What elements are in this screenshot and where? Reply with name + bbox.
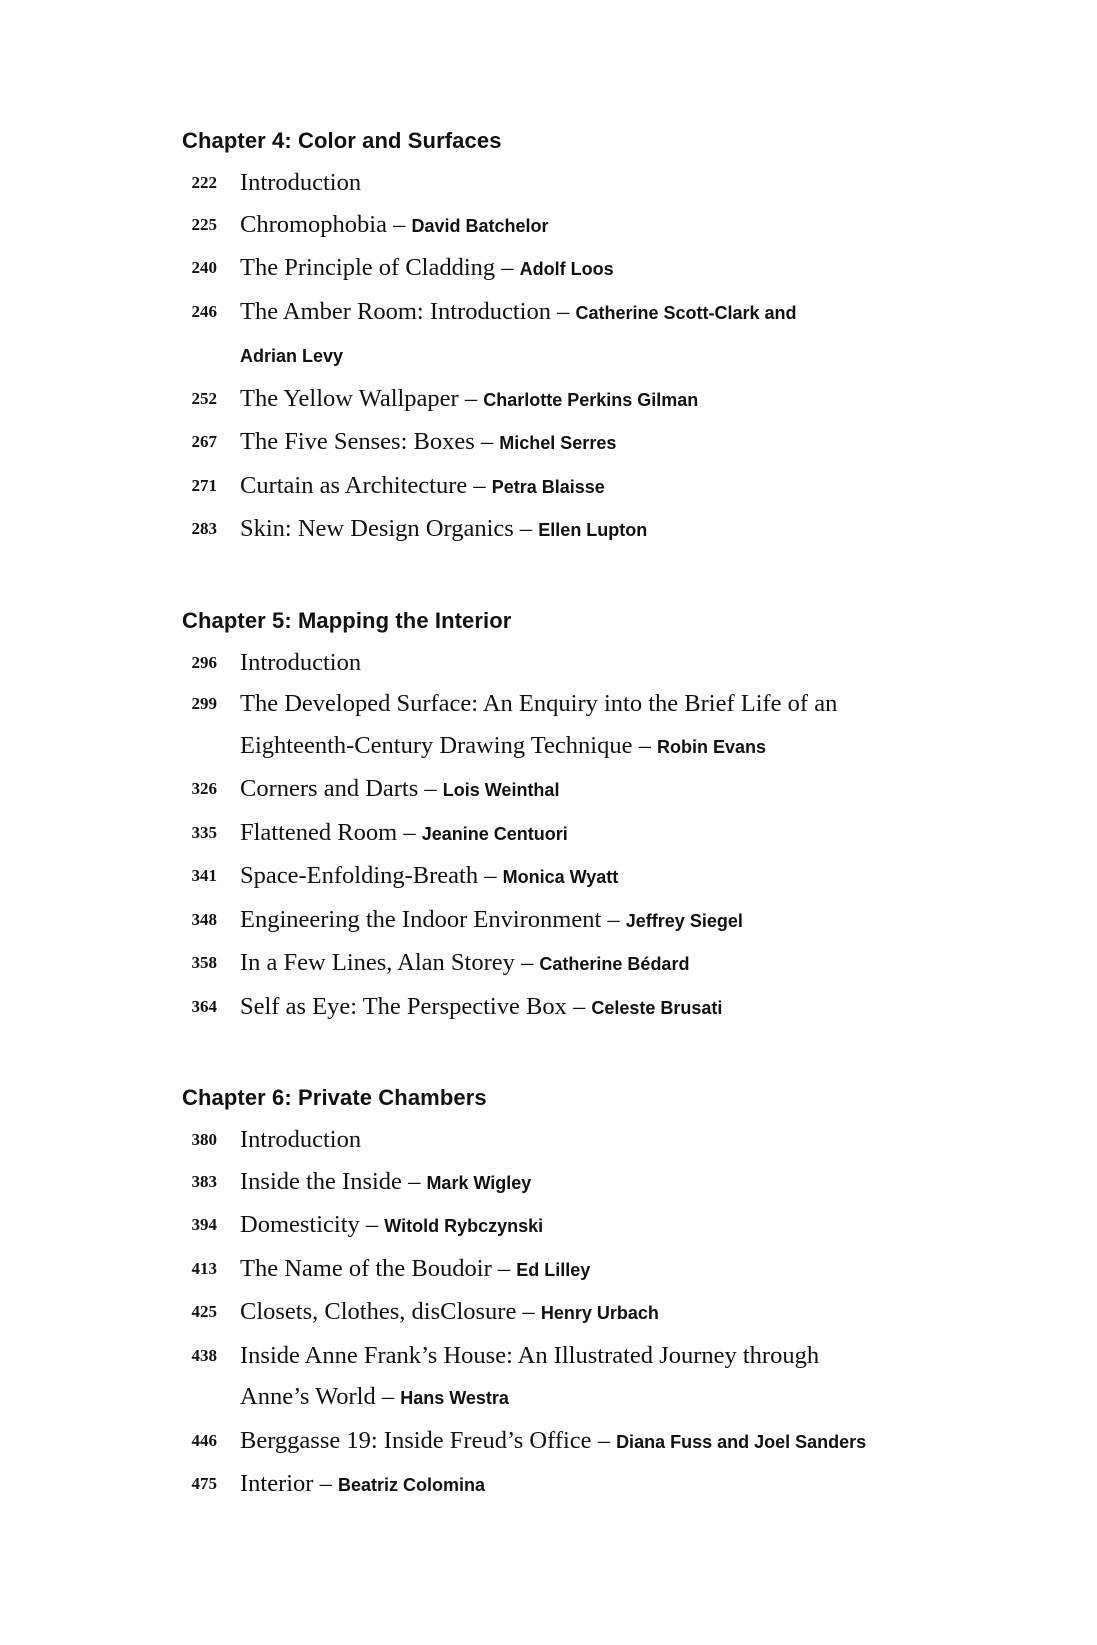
entry-separator: – xyxy=(397,818,422,846)
page-number: 246 xyxy=(191,301,217,321)
entry-text xyxy=(240,899,942,943)
entry-separator: – xyxy=(514,949,540,976)
toc-entry xyxy=(182,1248,942,1292)
entry-title: The Name of the Boudoir xyxy=(240,1254,492,1282)
entry-title: Flattened Room xyxy=(240,818,398,846)
page-number: 364 xyxy=(191,996,217,1016)
entry-title: The Principle of Cladding xyxy=(240,254,496,281)
page-number: 383 xyxy=(191,1171,217,1191)
page-number: 271 xyxy=(191,475,217,495)
entry-title: The Yellow Wallpaper xyxy=(240,384,459,412)
entry-separator: – xyxy=(458,384,484,412)
page-number: 348 xyxy=(191,909,217,929)
entry-separator: – xyxy=(474,428,500,455)
table-of-contents xyxy=(182,126,942,1507)
entry-author: Petra Blaisse xyxy=(491,476,605,497)
page-number: 335 xyxy=(191,822,217,842)
toc-entry xyxy=(182,378,942,422)
entry-author: Beatriz Colomina xyxy=(337,1475,485,1495)
entry-separator: – xyxy=(632,731,657,759)
page-number: 222 xyxy=(191,173,217,192)
entry-separator: – xyxy=(467,471,492,499)
entry-author: Diana Fuss and Joel Sanders xyxy=(616,1431,867,1452)
entry-author: Lois Weinthal xyxy=(442,780,560,800)
entry-separator: – xyxy=(513,515,539,542)
chapter-title: Chapter 6: Private Chambers xyxy=(182,1085,487,1110)
entry-text xyxy=(240,1463,942,1507)
entry-text xyxy=(240,465,942,509)
toc-entry xyxy=(182,1119,942,1161)
entry-separator: – xyxy=(566,992,592,1020)
page-number: 296 xyxy=(191,652,217,672)
page-number: 394 xyxy=(191,1215,217,1234)
entry-separator: – xyxy=(478,862,503,889)
page-number: 267 xyxy=(191,432,217,451)
entry-author: Jeffrey Siegel xyxy=(625,910,743,931)
entry-text xyxy=(240,683,850,768)
toc-entry xyxy=(182,465,942,509)
toc-entry xyxy=(182,642,942,684)
entry-text xyxy=(240,508,942,552)
entry-author: David Batchelor xyxy=(411,215,549,236)
entry-author: Witold Rybczynski xyxy=(384,1216,544,1236)
toc-entry xyxy=(182,1204,942,1248)
entry-text xyxy=(240,247,942,291)
page-number: 326 xyxy=(191,779,217,798)
entry-title: In a Few Lines, Alan Storey xyxy=(240,949,515,976)
entry-author: Celeste Brusati xyxy=(591,997,723,1018)
entry-title: Closets, Clothes, disClosure xyxy=(240,1298,517,1325)
entry-author: Catherine Scott-Clark and Adrian Levy xyxy=(240,302,797,366)
chapter-section xyxy=(182,606,942,1030)
entry-title: Chromophobia xyxy=(240,210,387,238)
entry-text xyxy=(240,812,942,856)
entry-separator: – xyxy=(375,1383,401,1410)
chapter-section xyxy=(182,126,942,552)
entry-text xyxy=(240,1335,850,1420)
entry-text xyxy=(240,855,942,899)
entry-title: Introduction xyxy=(240,169,362,196)
entry-separator: – xyxy=(313,1470,338,1497)
entry-separator: – xyxy=(601,905,626,933)
entry-title: Skin: New Design Organics xyxy=(240,515,514,542)
entry-title: Introduction xyxy=(240,1126,362,1153)
page-number: 413 xyxy=(191,1258,217,1278)
entry-title: Domesticity xyxy=(240,1211,360,1238)
entry-author: Charlotte Perkins Gilman xyxy=(483,389,699,410)
page-number: 358 xyxy=(191,953,217,972)
entry-author: Jeanine Centuori xyxy=(421,823,568,844)
toc-entry xyxy=(182,855,942,899)
page-number: 380 xyxy=(191,1130,217,1149)
entry-separator: – xyxy=(359,1211,385,1238)
entry-separator: – xyxy=(516,1298,541,1325)
toc-entry xyxy=(182,1291,942,1335)
toc-entry xyxy=(182,162,942,204)
entry-author: Hans Westra xyxy=(400,1388,509,1408)
entry-text xyxy=(240,1291,942,1335)
entry-text xyxy=(240,162,942,204)
entry-separator: – xyxy=(550,297,576,325)
entry-title: Self as Eye: The Perspective Box xyxy=(240,992,567,1020)
entry-author: Michel Serres xyxy=(499,433,617,453)
entry-title: Inside Anne Frank’s House: An Illustrated Journey through Anne’s World xyxy=(240,1341,820,1410)
toc-entry xyxy=(182,291,942,378)
entry-separator: – xyxy=(418,775,443,802)
chapter-title: Chapter 5: Mapping the Interior xyxy=(182,607,512,633)
entry-text xyxy=(240,378,942,422)
entry-title: Space-Enfolding-Breath xyxy=(240,862,479,889)
entry-author: Ellen Lupton xyxy=(538,520,648,540)
entry-text xyxy=(240,1161,942,1205)
toc-entry xyxy=(182,204,942,248)
entry-text xyxy=(240,986,942,1030)
entry-text xyxy=(240,942,942,986)
entry-title: The Five Senses: Boxes xyxy=(240,428,475,455)
page-number: 225 xyxy=(191,214,217,234)
entry-author: Monica Wyatt xyxy=(502,867,619,887)
page-number: 283 xyxy=(191,519,217,538)
entry-author: Henry Urbach xyxy=(540,1303,659,1323)
entry-title: The Developed Surface: An Enquiry into the Brief Life of an Eighteenth-Century Drawing Technique xyxy=(240,690,838,759)
entry-author: Robin Evans xyxy=(656,736,766,757)
page-number: 438 xyxy=(191,1345,217,1365)
page-number: 341 xyxy=(191,866,217,885)
entry-separator: – xyxy=(495,254,520,281)
entry-text xyxy=(240,291,800,378)
entry-author: Catherine Bédard xyxy=(539,954,690,974)
entry-text xyxy=(240,1248,942,1292)
entry-title: The Amber Room: Introduction xyxy=(240,297,551,325)
entry-text xyxy=(240,204,942,248)
entry-text xyxy=(240,642,942,684)
page-number: 446 xyxy=(191,1430,217,1450)
entry-separator: – xyxy=(401,1167,427,1195)
entry-text xyxy=(240,1119,942,1161)
entry-title: Berggasse 19: Inside Freud’s Office xyxy=(240,1426,592,1454)
toc-entry xyxy=(182,812,942,856)
entry-author: Mark Wigley xyxy=(426,1172,532,1193)
page-number: 299 xyxy=(191,694,217,713)
entry-author: Ed Lilley xyxy=(516,1259,591,1280)
page-number: 252 xyxy=(191,388,217,408)
entry-text xyxy=(240,768,942,812)
entry-title: Introduction xyxy=(240,648,362,676)
toc-entry xyxy=(182,1335,942,1420)
toc-entry xyxy=(182,683,942,768)
entry-title: Engineering the Indoor Environment xyxy=(240,905,602,933)
toc-entry xyxy=(182,421,942,465)
toc-entry xyxy=(182,899,942,943)
toc-entry xyxy=(182,768,942,812)
entry-title: Interior xyxy=(240,1470,314,1497)
entry-title: Corners and Darts xyxy=(240,775,419,802)
entry-text xyxy=(240,1204,942,1248)
entry-text xyxy=(240,1420,942,1464)
toc-entry xyxy=(182,1420,942,1464)
entry-separator: – xyxy=(387,210,412,238)
entry-separator: – xyxy=(491,1254,517,1282)
toc-entry xyxy=(182,942,942,986)
chapter-section xyxy=(182,1083,942,1507)
entry-title: Curtain as Architecture xyxy=(240,471,468,499)
entry-text xyxy=(240,421,942,465)
page-number: 240 xyxy=(191,258,217,277)
entry-author: Adolf Loos xyxy=(519,259,614,279)
toc-entry xyxy=(182,247,942,291)
toc-entry xyxy=(182,986,942,1030)
page-number: 475 xyxy=(191,1474,217,1493)
entry-title: Inside the Inside xyxy=(240,1167,402,1195)
chapter-title: Chapter 4: Color and Surfaces xyxy=(182,128,502,153)
entry-separator: – xyxy=(591,1426,617,1454)
toc-entry xyxy=(182,1463,942,1507)
toc-entry xyxy=(182,1161,942,1205)
toc-entry xyxy=(182,508,942,552)
page-number: 425 xyxy=(191,1302,217,1321)
